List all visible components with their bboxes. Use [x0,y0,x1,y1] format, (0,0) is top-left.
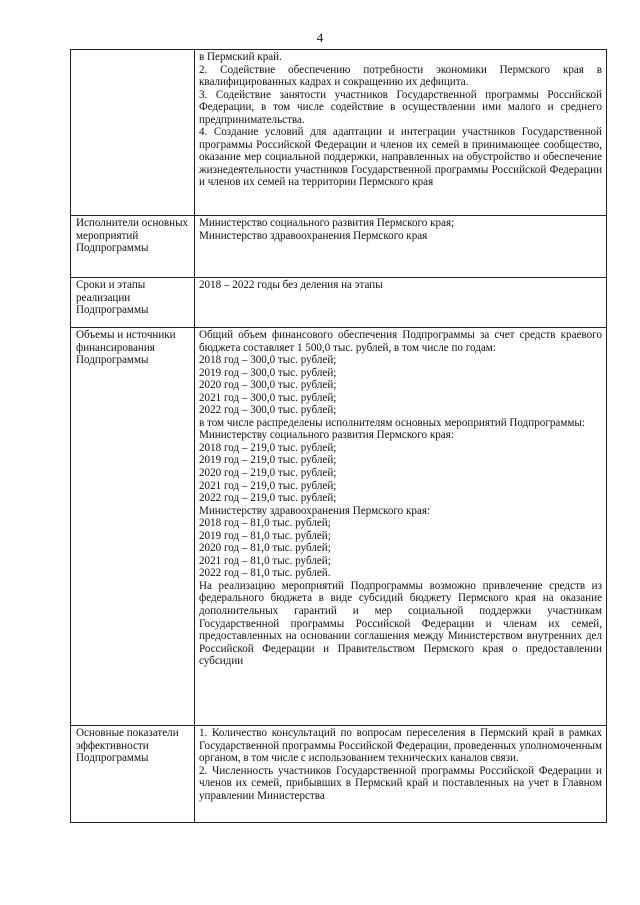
paragraph: 2018 год – 219,0 тыс. рублей; [199,441,337,454]
paragraph: Министерству социального развития Пермского края: [199,429,454,442]
passport-table [70,49,607,823]
paragraph: 2. Численность участников Государственной программы Российской Федерации и членов их семей, прибывших в Пермский край и поставленных на учет в Главном управлении Министерства [199,764,602,802]
paragraph: 2020 год – 300,0 тыс. рублей; [199,379,337,392]
paragraph: 2022 год – 81,0 тыс. рублей. [199,567,331,580]
paragraph: На реализацию мероприятий Подпрограммы возможно привлечение средств из федерального бюджета в виде субсидий бюджету Пермского края на оказание дополнительных гарантий и мер социальной поддержки участникам Государственной программы Российской Федерации и членам их семей, предоставленных на основании соглашения между Министерством внутренних дел Российской Федерации и Правительством Пермского края о предоставлении субсидии [199,579,602,668]
paragraph: Общий объем финансового обеспечения Подпрограммы за счет средств краевого бюджета составляет 1 500,0 тыс. рублей, в том числе по годам: [199,329,602,354]
paragraph: 1. Количество консультаций по вопросам переселения в Пермский край в рамках Государственной программы Российской Федерации, проведенных уполномоченным органом, в том числе с использованием технических каналов связи. [199,727,602,765]
paragraph: 3. Содействие занятости участников Государственной программы Российской Федерации, в том числе содействие в осуществлении ими малого и среднего предпринимательства. [199,88,602,126]
row-value [195,278,607,328]
paragraph: 2020 год – 81,0 тыс. рублей; [199,542,331,555]
table-row [71,278,607,328]
row-label: Объемы и источники финансирования Подпрограммы [71,328,195,726]
paragraph: 2018 – 2022 годы без деления на этапы [199,279,383,291]
paragraph: 2. Содействие обеспечению потребности экономики Пермского края в квалифицированных кадрах и сокращению их дефицита. [199,63,602,89]
paragraph: 2018 год – 300,0 тыс. рублей; [199,354,337,367]
row-value [195,216,607,278]
row-label: Исполнители основных мероприятий Подпрограммы [71,216,195,278]
table-row [71,726,607,823]
paragraph: 2021 год – 219,0 тыс. рублей; [199,479,337,492]
row-value [195,328,607,726]
paragraph: 2022 год – 219,0 тыс. рублей; [199,492,337,505]
paragraph: 2021 год – 300,0 тыс. рублей; [199,391,337,404]
row-label: Сроки и этапы реализации Подпрограммы [71,278,195,328]
table-row [71,50,607,216]
paragraph: 2018 год – 81,0 тыс. рублей; [199,517,331,530]
paragraph: Министерству здравоохранения Пермского края: [199,504,431,517]
paragraph: 2019 год – 219,0 тыс. рублей; [199,454,337,467]
paragraph: 2019 год – 81,0 тыс. рублей; [199,529,331,542]
table-row [71,216,607,278]
paragraph: 2021 год – 81,0 тыс. рублей; [199,554,331,567]
paragraph: 2022 год – 300,0 тыс. рублей; [199,404,337,417]
row-value [195,726,607,823]
row-label [71,50,195,216]
paragraph: 2019 год – 300,0 тыс. рублей; [199,366,337,379]
paragraph: Министерство социального развития Пермского края; [199,217,455,229]
paragraph: в том числе распределены исполнителям основных мероприятий Подпрограммы: [199,416,585,429]
paragraph: в Пермский край. [199,51,282,63]
row-value [195,50,607,216]
table-row [71,328,607,726]
paragraph: 4. Создание условий для адаптации и интеграции участников Государственной программы Российской Федерации и членов их семей в принимающее сообщество, оказание мер социальной поддержки, направленных на обустройство и обеспечение жизнедеятельности участников Государственной программы Российской Федерации и членов их семей на территории Пермского края [199,126,602,189]
paragraph: Министерство здравоохранения Пермского края [199,229,428,242]
paragraph: 2020 год – 219,0 тыс. рублей; [199,467,337,480]
page-number: 4 [316,30,324,45]
row-label: Основные показатели эффективности Подпрограммы [71,726,195,823]
